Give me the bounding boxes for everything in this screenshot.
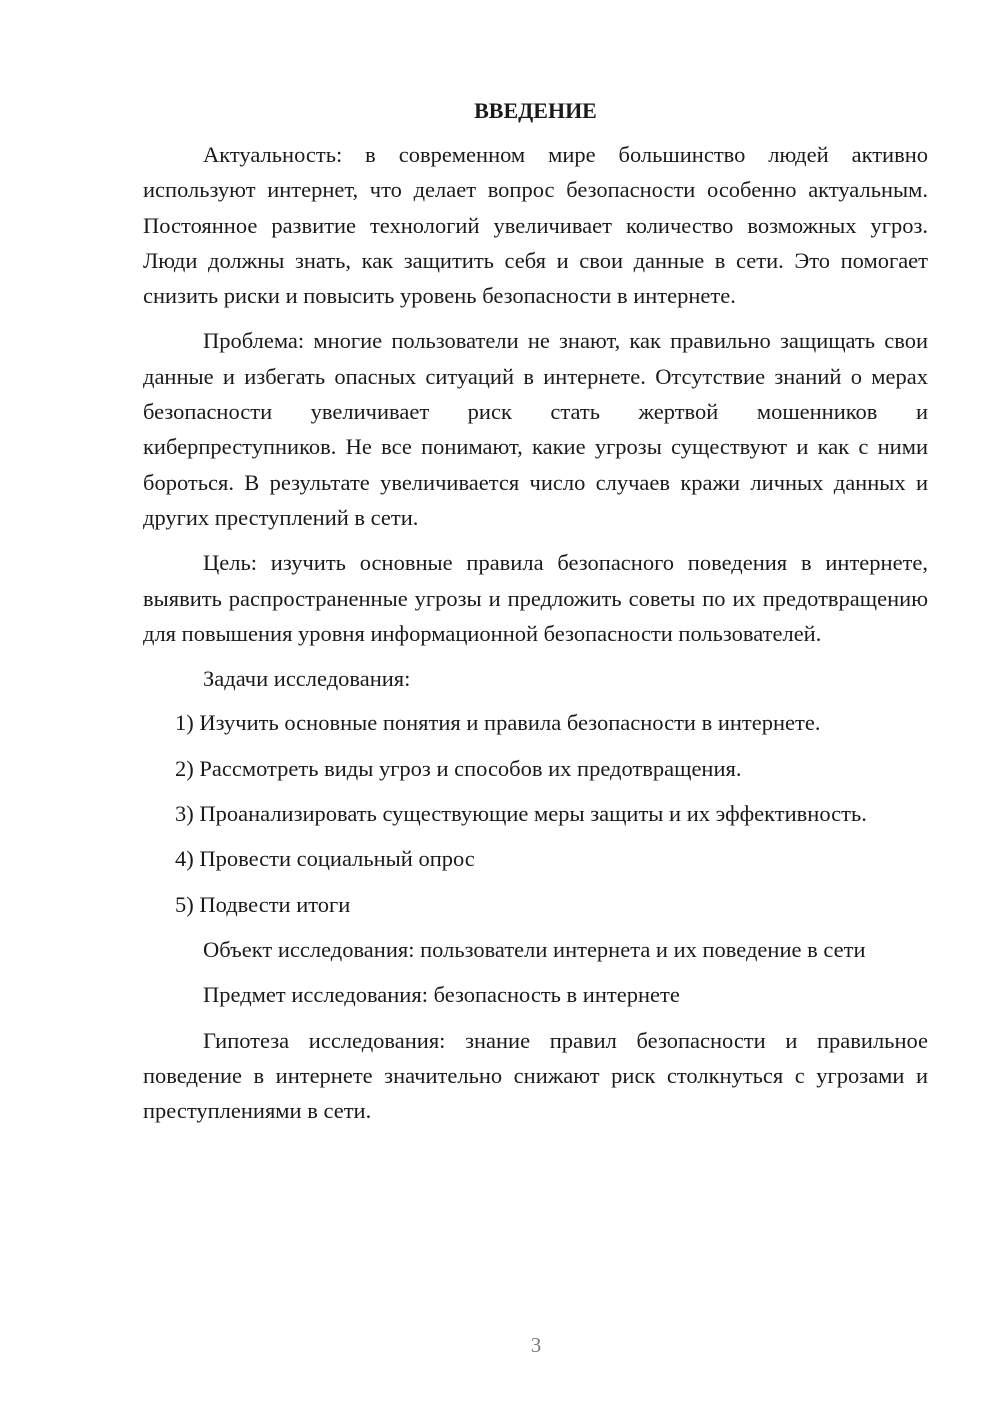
- list-item-task-1: 1) Изучить основные понятия и правила безопасности в интернете.: [175, 710, 821, 736]
- paragraph-hypothesis: Гипотеза исследования: знание правил безопасности и правильное поведение в интернете значительно снижают риск столкнуться с угрозами и преступлениями в сети.: [143, 1027, 928, 1124]
- list-item-task-5: 5) Подвести итоги: [175, 891, 351, 917]
- paragraph-problem: Проблема: многие пользователи не знают, как правильно защищать свои данные и избегать опасных ситуаций в интернете. Отсутствие знаний о мерах безопасности увеличивает риск стать жертвой мошенников и киберпреступников. Не все понимают, какие угрозы существуют и как с ними бороться. В результате увеличивается число случаев кражи личных данных и других преступлений в сети.: [143, 328, 928, 530]
- paragraph-subject: Предмет исследования: безопасность в интернете: [203, 982, 680, 1008]
- paragraph-object: Объект исследования: пользователи интернета и их поведение в сети: [203, 936, 866, 962]
- list-item-task-4: 4) Провести социальный опрос: [175, 846, 475, 872]
- paragraph-relevance: Актуальность: в современном мире большинство людей активно используют интернет, что делает вопрос безопасности особенно актуальным. Постоянное развитие технологий увеличивает количество возможных угроз. Люди должны знать, как защитить себя и свои данные в сети. Это помогает снизить риски и повысить уровень безопасности в интернете.: [143, 142, 928, 309]
- page-title: ВВЕДЕНИЕ: [474, 98, 597, 123]
- document-body: [143, 96, 928, 1138]
- page-number: 3: [530, 1333, 542, 1357]
- list-item-task-3: 3) Проанализировать существующие меры защиты и их эффективность.: [175, 801, 867, 827]
- list-item-task-2: 2) Рассмотреть виды угроз и способов их предотвращения.: [175, 755, 742, 781]
- paragraph-goal: Цель: изучить основные правила безопасного поведения в интернете, выявить распространенные угрозы и предложить советы по их предотвращению для повышения уровня информационной безопасности пользователей.: [143, 550, 928, 646]
- paragraph-tasks-intro: Задачи исследования:: [203, 666, 411, 692]
- tasks-list: [143, 705, 928, 921]
